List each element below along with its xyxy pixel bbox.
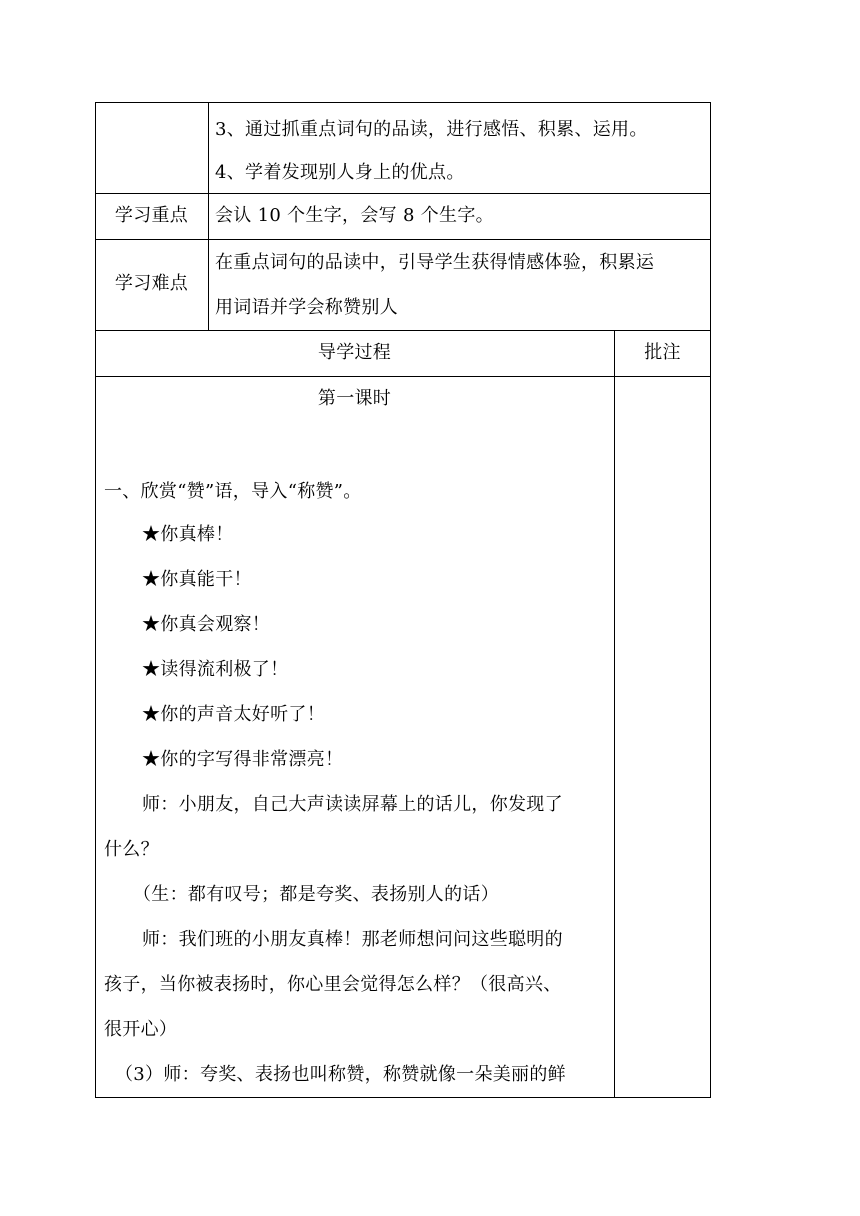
praise-item: ★你的声音太好听了！: [142, 704, 325, 725]
table-divider-2: [95, 239, 711, 240]
key-points-content: 会认 10 个生字，会写 8 个生字。: [215, 205, 494, 226]
objective-line-4: 4、学着发现别人身上的优点。: [215, 162, 465, 183]
difficulties-label: 学习难点: [114, 273, 189, 294]
difficulties-content-line-1: 在重点词句的品读中，引导学生获得情感体验，积累运: [215, 252, 655, 273]
notes-column-divider: [614, 330, 615, 1098]
notes-header: 批注: [644, 342, 681, 363]
table-border-bottom: [95, 1097, 711, 1098]
table-divider-1: [95, 193, 711, 194]
praise-item: ★读得流利极了！: [142, 659, 289, 680]
praise-item: ★你真会观察！: [142, 614, 271, 635]
objective-line-3: 3、通过抓重点词句的品读，进行感悟、积累、运用。: [215, 119, 648, 140]
praise-item: ★你真棒！: [142, 524, 234, 545]
label-column-divider: [208, 102, 209, 330]
teacher-question-line-1: 师：小朋友，自己大声读读屏幕上的话儿，你发现了: [142, 794, 563, 815]
table-border-left: [95, 102, 96, 1098]
teacher-remark-line-3: 很开心）: [104, 1019, 178, 1040]
section-heading: 一、欣赏“赞”语，导入“称赞”。: [104, 481, 362, 502]
difficulties-content-line-2: 用词语并学会称赞别人: [215, 297, 398, 318]
teacher-question-line-2: 什么？: [104, 839, 159, 860]
table-border-top: [95, 102, 711, 103]
praise-item: ★你真能干！: [142, 569, 252, 590]
table-divider-4: [95, 376, 711, 377]
teacher-remark-line-2: 孩子，当你被表扬时，你心里会觉得怎么样？（很高兴、: [104, 974, 562, 995]
lesson-title: 第一课时: [317, 388, 392, 409]
table-border-right: [710, 102, 711, 1098]
teacher-explanation: （3）师：夸奖、表扬也叫称赞，称赞就像一朵美丽的鲜: [115, 1064, 566, 1085]
process-header: 导学过程: [317, 342, 392, 363]
key-points-label: 学习重点: [114, 205, 189, 226]
lesson-plan-table: [95, 102, 711, 1098]
teacher-remark-line-1: 师：我们班的小朋友真棒！那老师想问问这些聪明的: [142, 929, 563, 950]
student-answer: （生：都有叹号；都是夸奖、表扬别人的话）: [133, 884, 499, 905]
table-divider-3: [95, 330, 711, 331]
praise-item: ★你的字写得非常漂亮！: [142, 749, 344, 770]
